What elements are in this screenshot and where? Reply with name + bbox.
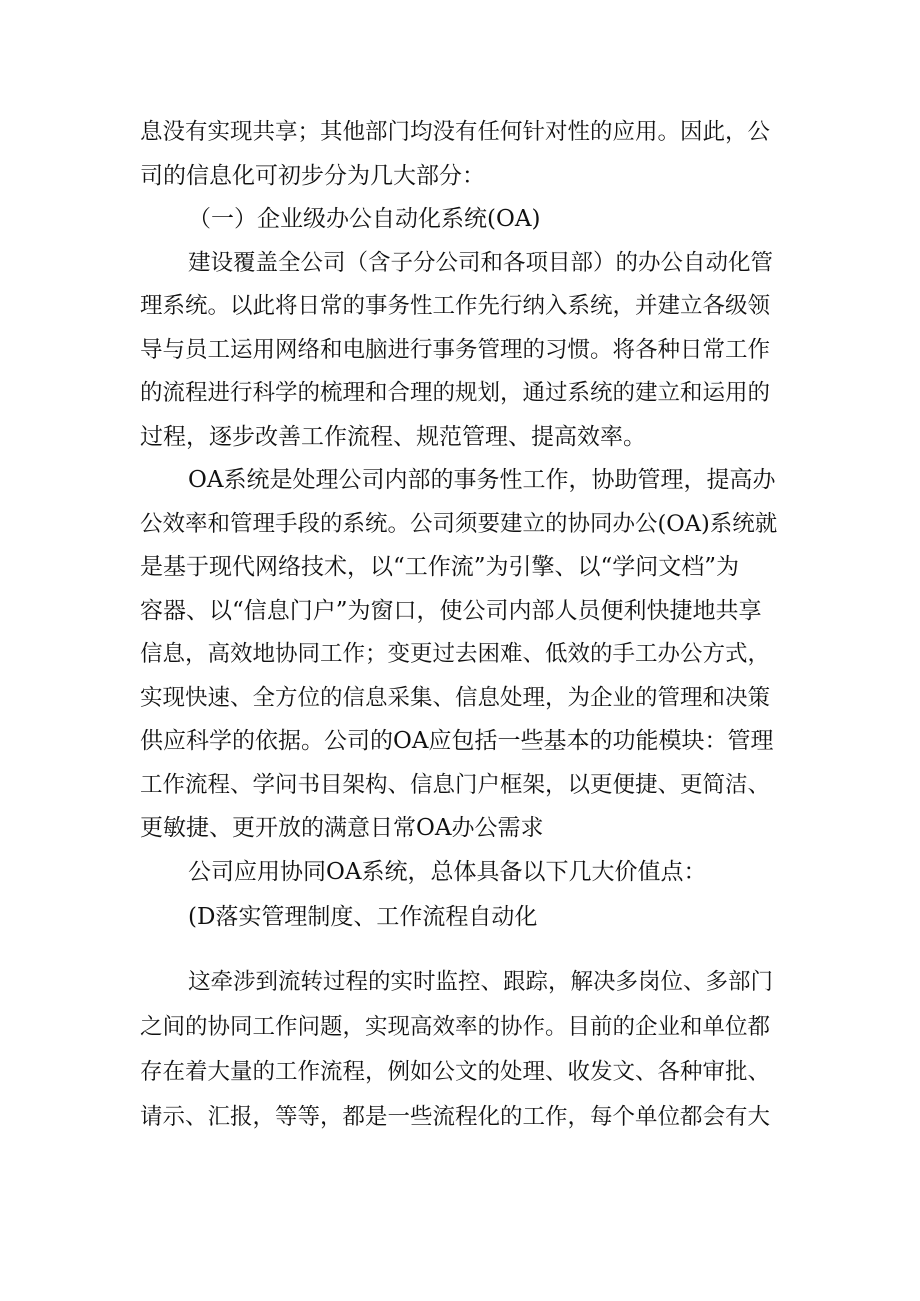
paragraph-line: 建设覆盖全公司（含子分公司和各项目部）的办公自动化管 [188,250,774,276]
paragraph-line: 实现快速、全方位的信息采集、信息处理，为企业的管理和决策 [140,685,771,711]
paragraph-line: 供应科学的依据。公司的OA应包括一些基本的功能模块：管理 [140,728,774,754]
paragraph-line: 请示、汇报，等等，都是一些流程化的工作，每个单位都会有大 [140,1104,771,1130]
paragraph-line: 公效率和管理手段的系统。公司须要建立的协同办公(OA)系统就 [140,511,778,537]
paragraph-line: 理系统。以此将日常的事务性工作先行纳入系统，并建立各级领 [140,293,771,319]
paragraph-line: 司的信息化可初步分为几大部分： [140,163,485,189]
paragraph-line: 公司应用协同OA系统，总体具备以下几大价值点： [188,859,707,885]
paragraph-line: 工作流程、学问书目架构、信息门户框架，以更便捷、更简洁、 [140,772,771,798]
paragraph-line: 信息，高效地协同工作；变更过去困难、低效的手工办公方式， [140,641,771,667]
paragraph-line: 是基于现代网络技术，以“工作流”为引擎、以“学问文档”为 [140,554,740,580]
paragraph-line: 更敏捷、更开放的满意日常OA办公需求 [140,815,544,841]
paragraph-line: 息没有实现共享；其他部门均没有任何针对性的应用。因此，公 [140,119,771,145]
list-item-heading: (D落实管理制度、工作流程自动化 [188,904,538,930]
paragraph-line: 存在着大量的工作流程，例如公文的处理、收发文、各种审批、 [140,1059,771,1085]
paragraph-line: 过程，逐步改善工作流程、规范管理、提高效率。 [140,424,646,450]
paragraph-line: 的流程进行科学的梳理和合理的规划，通过系统的建立和运用的 [140,380,771,406]
paragraph-line: 这牵涉到流转过程的实时监控、跟踪，解决多岗位、多部门 [188,969,774,995]
paragraph-line: 之间的协同工作问题，实现高效率的协作。目前的企业和单位都 [140,1014,771,1040]
section-heading: （一）企业级办公自动化系统(OA) [188,206,541,232]
paragraph-line: 导与员工运用网络和电脑进行事务管理的习惯。将各种日常工作 [140,337,771,363]
paragraph-line: OA系统是处理公司内部的事务性工作，协助管理，提高办 [188,467,776,493]
paragraph-line: 容器、以“信息门户”为窗口，使公司内部人员便利快捷地共享 [140,598,762,624]
